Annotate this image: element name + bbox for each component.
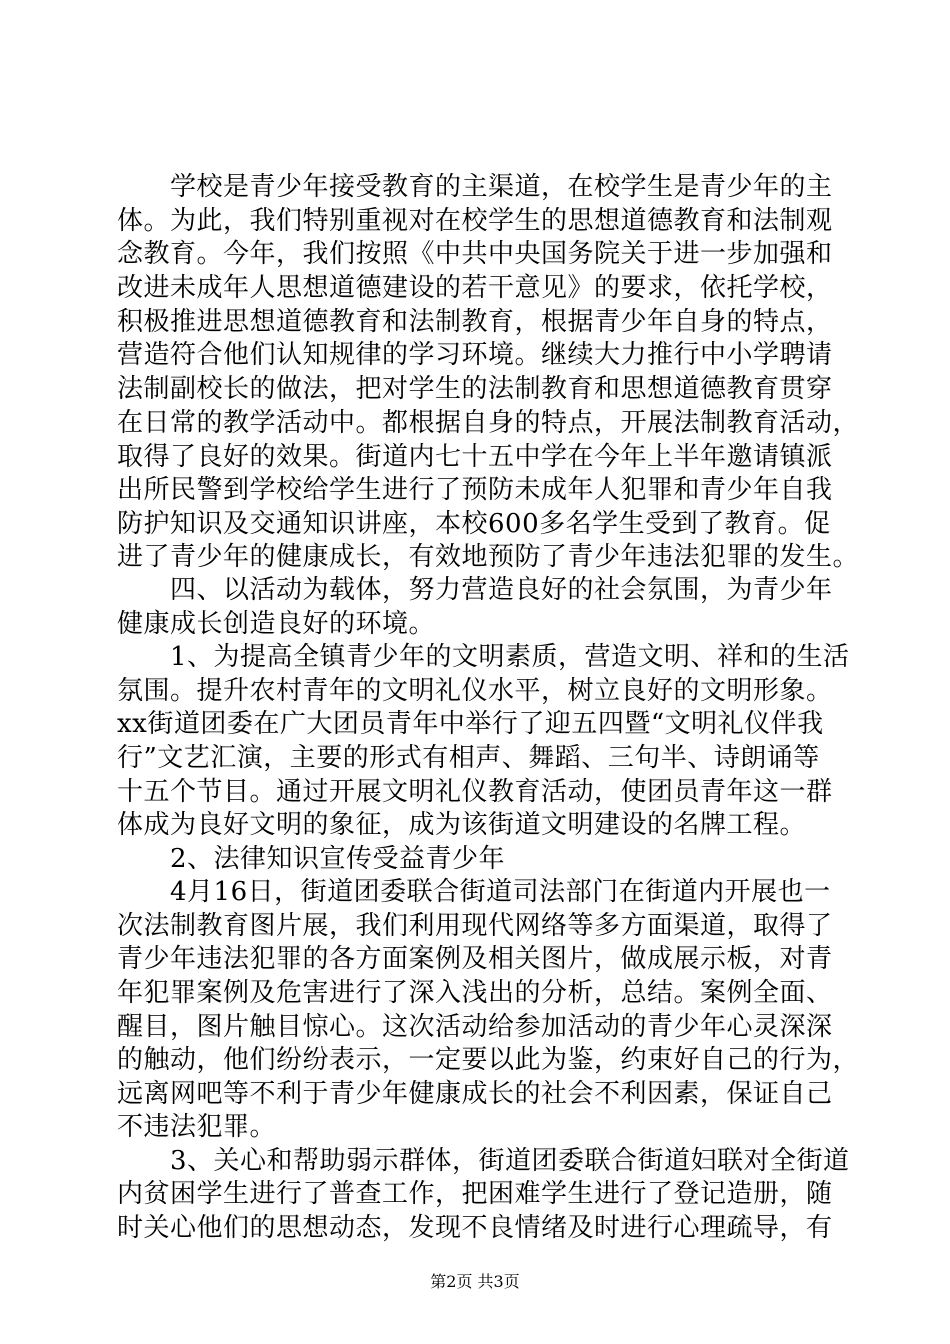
text-line: 体。为此，我们特别重视对在校学生的思想道德教育和法制观 — [117, 206, 833, 236]
text-line: 健康成长创造良好的环境。 — [117, 609, 436, 639]
text-line: 2、法律知识宣传受益青少年 — [117, 844, 506, 874]
text-line: 远离网吧等不利于青少年健康成长的社会不利因素，保证自己 — [117, 1079, 833, 1109]
text-line: 1、为提高全镇青少年的文明素质，营造文明、祥和的生活 — [117, 642, 850, 672]
text-line: 年犯罪案例及危害进行了深入浅出的分析，总结。案例全面、 — [117, 978, 833, 1008]
text-line: 醒目，图片触目惊心。这次活动给参加活动的青少年心灵深深 — [117, 1012, 833, 1042]
text-line: xx街道团委在广大团员青年中举行了迎五四暨“文明礼仪伴我 — [117, 709, 824, 739]
text-line: 防护知识及交通知识讲座，本校600多名学生受到了教育。促 — [117, 509, 831, 539]
text-line: 在日常的教学活动中。都根据自身的特点，开展法制教育活动， — [117, 408, 860, 438]
text-line: 出所民警到学校给学生进行了预防未成年人犯罪和青少年自我 — [117, 475, 833, 505]
text-line: 体成为良好文明的象征，成为该街道文明建设的名牌工程。 — [117, 810, 807, 840]
text-line: 次法制教育图片展，我们利用现代网络等多方面渠道，取得了 — [117, 911, 833, 941]
text-line: 氛围。提升农村青年的文明礼仪水平，树立良好的文明形象。 — [117, 676, 833, 706]
text-line: 学校是青少年接受教育的主渠道，在校学生是青少年的主 — [117, 172, 833, 202]
text-line: 青少年违法犯罪的各方面案例及相关图片，做成展示板，对青 — [117, 944, 833, 974]
text-line: 不违法犯罪。 — [117, 1112, 277, 1142]
text-line: 取得了良好的效果。街道内七十五中学在今年上半年邀请镇派 — [117, 442, 833, 472]
text-line: 营造符合他们认知规律的学习环境。继续大力推行中小学聘请 — [117, 340, 833, 370]
text-line: 行”文艺汇演，主要的形式有相声、舞蹈、三句半、诗朗诵等 — [117, 743, 820, 773]
text-line: 进了青少年的健康成长，有效地预防了青少年违法犯罪的发生。 — [117, 542, 860, 572]
text-line: 改进未成年人思想道德建设的若干意见》的要求，依托学校， — [117, 273, 833, 303]
text-line: 法制副校长的做法，把对学生的法制教育和思想道德教育贯穿 — [117, 374, 833, 404]
text-line: 3、关心和帮助弱示群体，街道团委联合街道妇联对全街道 — [117, 1146, 850, 1176]
text-line: 时关心他们的思想动态，发现不良情绪及时进行心理疏导，有 — [117, 1213, 833, 1243]
text-line: 的触动，他们纷纷表示，一定要以此为鉴，约束好自己的行为， — [117, 1045, 860, 1075]
text-line: 内贫困学生进行了普查工作，把困难学生进行了登记造册，随 — [117, 1179, 833, 1209]
page-footer: 第2页 共3页 — [430, 1272, 520, 1291]
text-line: 四、以活动为载体，努力营造良好的社会氛围，为青少年 — [117, 575, 833, 605]
text-line: 十五个节目。通过开展文明礼仪教育活动，使团员青年这一群 — [117, 777, 833, 807]
text-line: 4月16日，街道团委联合街道司法部门在街道内开展也一 — [117, 877, 831, 907]
text-line: 积极推进思想道德教育和法制教育，根据青少年自身的特点， — [117, 307, 833, 337]
text-line: 念教育。今年，我们按照《中共中央国务院关于进一步加强和 — [117, 239, 833, 269]
